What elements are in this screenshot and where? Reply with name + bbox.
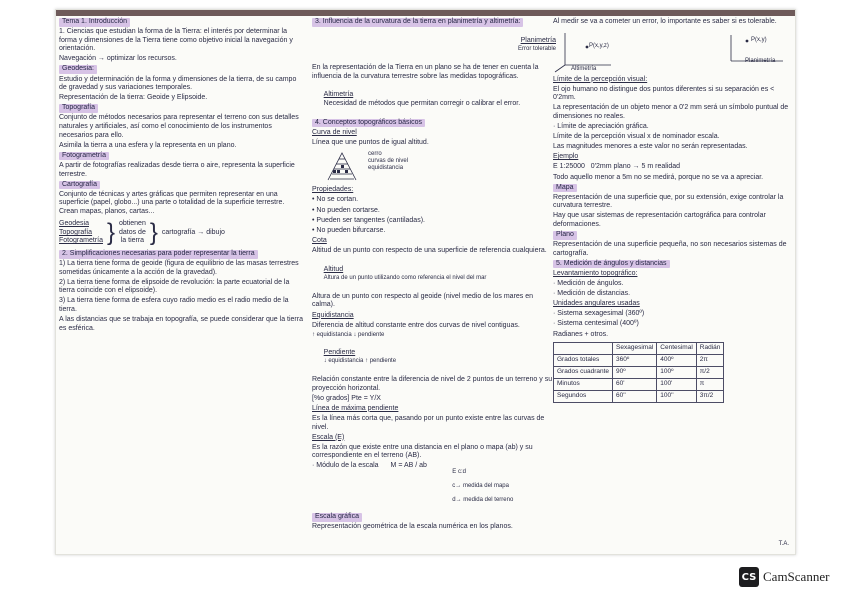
curva-nivel-text: Línea que une puntos de igual altitud. <box>312 138 429 146</box>
table-cell: 60'' <box>613 391 657 403</box>
survey-item: · Medición de distancias. <box>553 290 631 298</box>
escala-notes <box>439 462 513 511</box>
graphic-limit-bullet: · Límite de apreciación gráfica. <box>553 123 649 131</box>
altimetria-caption: Altimetría <box>571 65 597 72</box>
cartografia-text: Conjunto de técnicas y artes gráficas que permiten representar en una superficie (papel, globo...) una parte o totalidad de la superficie terrestre. Crean mapas, planos, cartas... <box>59 190 287 215</box>
altimetria-text: Necesidad de métodos que permitan corregir o calibrar el error. <box>323 99 521 107</box>
simplifications-heading: 2. Simplificaciones necesarias para poder representar la tierra <box>59 250 258 259</box>
units-item: · Sistema sexagesimal (360º) <box>553 310 645 318</box>
table-header: Sexagesimal <box>613 343 657 355</box>
mid-line: obtienen <box>118 220 146 228</box>
curvature-text: En la representación de la Tierra en un plano se ha de tener en cuenta la influencia de la curvatura terrestre sobre las medidas topográficas. <box>312 63 541 80</box>
navigation-line: Navegación → optimizar los recursos. <box>59 55 177 63</box>
pendiente-heading: Pendiente <box>323 348 356 356</box>
pendiente-text: Relación constante entre la diferencia de nivel de 2 puntos de un terreno y su proyección horizontal. <box>312 376 555 392</box>
example-note: Todo aquello menor a 5m no se medirá, porque no se va a apreciar. <box>553 173 764 181</box>
property-item: • No pueden cortarse. <box>312 206 380 214</box>
escala-text: Es la razón que existe entre una distancia en el plano o mapa (ab) y su correspondiente en el terreno (AB). <box>312 443 535 460</box>
geodesia-word: Geodesia <box>59 220 89 228</box>
table-cell: Segundos <box>554 391 613 403</box>
mid-line: datos de <box>118 228 146 236</box>
cota-text: Altitud de un punto con respecto de una superficie de referencia cualquiera. <box>312 246 547 254</box>
sciences-diagram <box>59 220 305 246</box>
fotogrametria-word: Fotogrametría <box>59 237 103 245</box>
table-header: Centesimal <box>657 343 697 355</box>
point-xy-label: P(x,y) <box>751 36 767 43</box>
escala-note: d→ medida del terreno <box>452 497 514 504</box>
contour-figure <box>312 149 556 183</box>
table-header <box>554 343 613 355</box>
escala-note: c→ medida del mapa <box>452 483 509 490</box>
simplification-2: 2) La tierra tiene forma de elipsoide de revolución: la parte ecuatorial de la tierra coincide con el elipsoide). <box>59 278 292 295</box>
table-row <box>554 391 724 403</box>
result-text: cartografía → dibujo <box>161 228 225 236</box>
units-heading: Unidades angulares usadas <box>553 300 640 308</box>
table-cell: π <box>696 379 724 391</box>
curva-nivel-heading: Curva de nivel <box>312 128 357 136</box>
table-header: Radián <box>696 343 724 355</box>
mapa-text: Representación de una superficie que, por su extensión, exige controlar la curvatura terrestre. <box>553 193 786 210</box>
units-item: · Sistema centesimal (400º) <box>553 320 639 328</box>
altitud-note: Altura de un punto utilizando como referencia el nivel del mar <box>323 275 487 282</box>
camscanner-logo-icon: CS <box>739 567 759 587</box>
table-cell: Minutos <box>554 379 613 391</box>
cota-heading: Cota <box>312 236 327 244</box>
contour-label: cerro <box>368 151 382 158</box>
topografia-word: Topografía <box>59 228 93 236</box>
simplification-note: A las distancias que se trabaja en topografía, se puede considerar que la tierra es esférica. <box>59 316 305 332</box>
visual-limit-heading: Límite de la percepción visual: <box>553 75 648 83</box>
table-row <box>554 367 724 379</box>
topografia-text: Conjunto de métodos necesarios para representar el terreno con sus detalles naturales y artificiales, así como el conocimiento de los instrumentos necesarios para ello. <box>59 114 301 139</box>
escala-heading: Escala (E) <box>312 433 345 441</box>
concepts-heading: 4. Conceptos topográficos básicos <box>312 119 425 128</box>
page-title: Tema 1. Introducción <box>59 18 130 27</box>
table-header-row <box>554 343 724 355</box>
angle-units-table <box>553 342 724 403</box>
notes-column-1 <box>59 18 305 335</box>
properties-heading: Propiedades: <box>312 186 354 194</box>
sciences-list <box>59 220 103 246</box>
example-heading: Ejemplo <box>553 153 579 161</box>
mapa-heading: Mapa <box>553 184 577 193</box>
visual-limit-text: El ojo humano no distingue dos puntos diferentes si su separación es < 0'2mm. <box>553 85 777 102</box>
table-cell: π/2 <box>696 367 724 379</box>
hill-contour-icon <box>312 149 362 183</box>
obtain-data-block <box>119 220 146 246</box>
notes-sheet <box>55 9 796 555</box>
notes-column-2 <box>312 18 556 533</box>
property-item: • No pueden bifurcarse. <box>312 226 386 234</box>
pendiente-arrows: ↓ equidistancia ↑ pendiente <box>323 358 397 365</box>
max-slope-heading: Línea de máxima pendiente <box>312 404 399 412</box>
table-cell: Grados cuadrante <box>554 367 613 379</box>
camscanner-watermark <box>739 567 829 587</box>
geodesia-text: Estudio y determinación de la forma y dimensiones de la tierra, de su campo de gravedad y sus variaciones temporales. <box>59 75 299 92</box>
survey-heading: Levantamiento topográfico: <box>553 269 638 277</box>
contour-label: equidistancia <box>368 165 404 172</box>
modulo-text: · Módulo de la escala <box>312 462 379 470</box>
equidistancia-arrows: ↑ equidistancia ↓ pendiente <box>312 331 385 338</box>
modulo-formula: M = AB / ab <box>390 462 427 470</box>
table-cell: 100º <box>657 367 697 379</box>
asimila-text: Asimila la tierra a una esfera y la representa en un plano. <box>59 141 237 149</box>
signature: T.A. <box>778 541 789 547</box>
notes-column-3 <box>553 18 791 403</box>
table-cell: 360º <box>613 355 657 367</box>
table-cell: 60' <box>613 379 657 391</box>
plano-heading: Plano <box>553 231 577 240</box>
mapa-text-2: Hay que usar sistemas de representación cartográfica para controlar deformaciones. <box>553 212 768 228</box>
escala-note: E c:d <box>452 469 466 476</box>
curvature-heading: 3. Influencia de la curvatura de la tierra en planimetría y altimetría: <box>312 18 523 27</box>
visual-limit-scale: Límite de la percepción visual x de nominador escala. <box>553 133 720 141</box>
intro-paragraph: 1. Ciencias que estudian la forma de la Tierra: el interés por determinar la forma y dimensiones de la Tierra tiene como objetivo inicial la navegación y orientación. <box>59 28 295 53</box>
table-cell: 400º <box>657 355 697 367</box>
axes-diagrams <box>553 29 791 73</box>
representation-text: La representación de un objeto menor a 0'2 mm será un símbolo puntual de dimensiones no reales. <box>553 104 791 120</box>
pendiente-formula: [%o grados] Pte = Y/X <box>312 394 381 402</box>
camscanner-brand: CamScanner <box>763 569 830 584</box>
measurement-heading: 5. Medición de ángulos y distancias <box>553 260 670 269</box>
brace-icon: } <box>106 219 115 247</box>
fotogrametria-text: A partir de fotografías realizadas desde tierra o aire, representa la superficie terrestre. <box>59 161 297 178</box>
simplification-1: 1) La tierra tiene forma de geoide (figura de equilibrio de las masas terrestres sometidas únicamente a la acción de la gravedad). <box>59 260 301 276</box>
max-slope-text: Es la línea más corta que, pasando por un punto existe entre las curvas de nivel. <box>312 414 547 431</box>
units-item: Radianes + otros. <box>553 330 609 338</box>
fotogrametria-heading: Fotogrametría <box>59 152 109 161</box>
table-cell: 100' <box>657 379 697 391</box>
altimetria-label: Altimetría <box>323 91 354 99</box>
table-row <box>554 379 724 391</box>
altimetria-diagram <box>553 29 633 73</box>
planimetria-label: Planimetría <box>520 36 556 44</box>
equidistancia-text: Diferencia de altitud constante entre dos curvas de nivel contiguas. <box>312 321 520 329</box>
table-cell: 3π/2 <box>696 391 724 403</box>
table-cell: Grados totales <box>554 355 613 367</box>
page-top-edge <box>56 10 795 16</box>
equidistancia-heading: Equidistancia <box>312 311 354 319</box>
mid-line: la tierra <box>120 237 145 245</box>
representation-line: Representación de la tierra: Geoide y Elipsoide. <box>59 94 208 102</box>
topografia-heading: Topografía <box>59 104 98 113</box>
plano-text: Representación de una superficie pequeña, no son necesarios sistemas de cartografía. <box>553 241 789 257</box>
error-note: Error tolerable <box>517 46 556 53</box>
simplification-3: 3) La tierra tiene forma de esfera cuyo radio medio es el radio medio de la tierra. <box>59 297 291 314</box>
magnitudes-text: Las magnitudes menores a este valor no serán representadas. <box>553 143 748 151</box>
example-values: E 1:25000 0'2mm plano → 5 m realidad <box>553 163 681 171</box>
point-xyz-label: P(x,y,z) <box>589 42 609 49</box>
cartografia-heading: Cartografía <box>59 181 100 190</box>
table-cell: 90º <box>613 367 657 379</box>
contour-labels <box>368 151 408 172</box>
property-item: • No se cortan. <box>312 196 359 204</box>
geodesia-heading: Geodesia: <box>59 65 97 74</box>
property-item: • Pueden ser tangentes (cantiladas). <box>312 216 425 224</box>
planimetria-diagram <box>721 29 791 65</box>
altitud-heading: Altitud <box>323 265 344 273</box>
planimetria-caption: Planimetría <box>745 57 776 64</box>
escala-grafica-heading: Escala gráfica <box>312 513 362 522</box>
table-cell: 100'' <box>657 391 697 403</box>
measurement-error-text: Al medir se va a cometer un error, lo importante es saber si es tolerable. <box>553 18 777 25</box>
brace-icon: } <box>149 219 158 247</box>
altitud-text: Altura de un punto con respecto al geoide (nivel medio de los mares en calma). <box>312 292 535 309</box>
escala-grafica-text: Representación geométrica de la escala numérica en los planos. <box>312 523 513 531</box>
survey-item: · Medición de ángulos. <box>553 280 624 288</box>
table-row <box>554 355 724 367</box>
table-cell: 2π <box>696 355 724 367</box>
contour-label: curvas de nivel <box>368 158 409 165</box>
